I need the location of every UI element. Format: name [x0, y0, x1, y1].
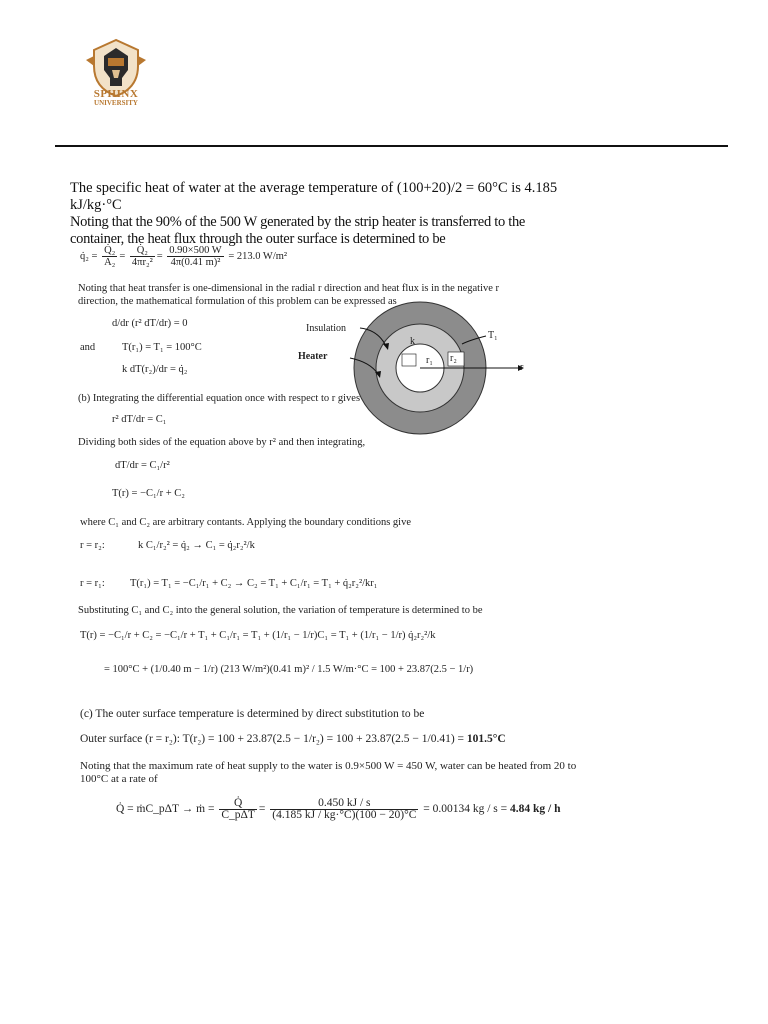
- header-divider: [55, 145, 728, 147]
- intro-paragraph-2: Noting that the 90% of the 500 W generated by the strip heater is transferred to the container, the heat flux through the outer surface is determined to be: [70, 214, 526, 247]
- part-b-eq-1: r² dT/dr = C₁: [112, 414, 167, 425]
- mass-flow-fraction-2: $\frac{0.450 kJ / s}{(4.185 kJ / kg\cdot^\circ C)(100 - 20)^\circ C}$: [272, 797, 417, 821]
- mass-flow-equation: Q̇ = ṁC_pΔT → ṁ = $\frac{Q̇}{\text{C\_pΔT}}$ = $\frac{0.450 kJ / s}{(4.185 kJ / kg\cdot^\circ C)(100 - 20)^\circ C}$ = 0.00134 kg / s = 4.84 kg / h: [116, 797, 561, 821]
- diagram-label-t1: T₁: [488, 330, 498, 341]
- diagram-label-k: k: [410, 336, 415, 347]
- part-c-text: (c) The outer surface temperature is determined by direct substitution to be: [80, 708, 425, 720]
- diagram-label-insulation: Insulation: [306, 323, 346, 334]
- solution-line-2: = 100°C + (1/0.40 m − 1/r) (213 W/m²)(0.41 m)² / 1.5 W/m·°C = 100 + 23.87(2.5 − 1/r): [104, 664, 474, 675]
- outer-surface-equation: T(r₂) = 100 + 23.87(2.5 − 1/r₂) = 100 + 23.87(2.5 − 1/0.41) =: [182, 733, 465, 745]
- formulation-eq-1: d/dr (r² dT/dr) = 0: [112, 318, 188, 329]
- mass-flow-mid: = 0.00134 kg / s =: [423, 803, 508, 816]
- bc1-equation: k C₁/r₂² = q̇₂ → C₁ = q̇₂r₂²/k: [138, 540, 255, 551]
- part-b-eq-3: T(r) = −C₁/r + C₂: [112, 488, 185, 499]
- outer-surface-label: Outer surface (r = r₂):: [80, 733, 180, 745]
- heat-flux-lhs: q̇₂ =: [80, 250, 98, 262]
- solution-line-1: T(r) = −C₁/r + C₂ = −C₁/r + T₁ + C₁/r₁ = T₁ + (1/r₁ − 1/r)C₁ = T₁ + (1/r₁ − 1/r) q̇₂r₂²/k: [80, 630, 436, 641]
- formulation-eq-3: k dT(r₂)/dr = q̇₂: [122, 364, 188, 375]
- heat-flux-fraction-1: $\frac{\text{Q̇₂}}{\text{A₂}}$: [104, 245, 116, 268]
- part-b-text-2: Dividing both sides of the equation above by r² and then integrating,: [78, 437, 366, 448]
- heat-flux-fraction-3: $\frac{0.90\times 500 W}{\text{4π(0.41 m)²}}$: [169, 245, 222, 268]
- mass-flow-lhs: Q̇ = ṁC_pΔT → ṁ =: [116, 803, 215, 816]
- part-c-text-2: Noting that the maximum rate of heat supply to the water is 0.9×500 W = 450 W, water can be heated from 20 to 100°C at a rate of: [80, 760, 577, 785]
- formulation-and: and: [80, 342, 96, 353]
- part-c-label: [80, 733, 506, 745]
- part-b-text: (b) Integrating the differential equation once with respect to r gives: [78, 393, 361, 404]
- mass-flow-fraction-1: $\frac{Q̇}{\text{C\_pΔT}}$: [221, 797, 255, 821]
- diagram-label-r2: r₂: [450, 353, 457, 364]
- formulation-eq-2: T(r₁) = T₁ = 100°C: [122, 342, 202, 353]
- part-b-text-3: where C₁ and C₂ are arbitrary contants. Applying the boundary conditions give: [80, 517, 411, 528]
- heat-flux-result: = 213.0 W/m²: [228, 250, 288, 262]
- bc2-label: r = r₁:: [80, 578, 105, 589]
- diagram-label-heater: Heater: [298, 351, 328, 362]
- bc2-equation: T(r₁) = T₁ = −C₁/r₁ + C₂ → C₂ = T₁ + C₁/r₁ = T₁ + q̇₂r₂²/kr₁: [130, 578, 378, 589]
- heat-flux-fraction-2: $\frac{\text{Q̇₂}}{\text{4πr₂²}}$: [131, 245, 153, 268]
- mass-flow-result: 4.84 kg / h: [510, 803, 561, 816]
- part-b-eq-2: dT/dr = C₁/r²: [115, 460, 170, 471]
- diagram-label-r1: r₁: [426, 355, 433, 366]
- logo-title: SPHINX: [93, 88, 139, 100]
- diagram-label-r: r: [520, 362, 524, 373]
- cylinder-diagram: [290, 300, 540, 440]
- formulation-text: Noting that heat transfer is one-dimensional in the radial r direction and heat flux is in the negative r direction, the mathematical formulation of this problem can be expressed as: [78, 283, 500, 307]
- logo-subtitle: UNIVERSITY: [94, 99, 138, 107]
- outer-surface-result: 101.5°C: [466, 733, 506, 745]
- part-b-text-4: Substituting C₁ and C₂ into the general solution, the variation of temperature is determined to be: [78, 605, 483, 616]
- bc1-label: r = r₂:: [80, 540, 105, 551]
- heat-flux-equation: q̇₂ = $\frac{\text{Q̇₂}}{\text{A₂}}$ = $\frac{\text{Q̇₂}}{\text{4πr₂²}}$ = $\frac{0.90\times 500 W}{\text{4π(0.41 m)²}}$ = 213.0 W/m²: [80, 245, 288, 268]
- intro-paragraph-1: The specific heat of water at the average temperature of (100+20)/2 = 60°C is 4.185 kJ/kg·°C: [70, 180, 558, 213]
